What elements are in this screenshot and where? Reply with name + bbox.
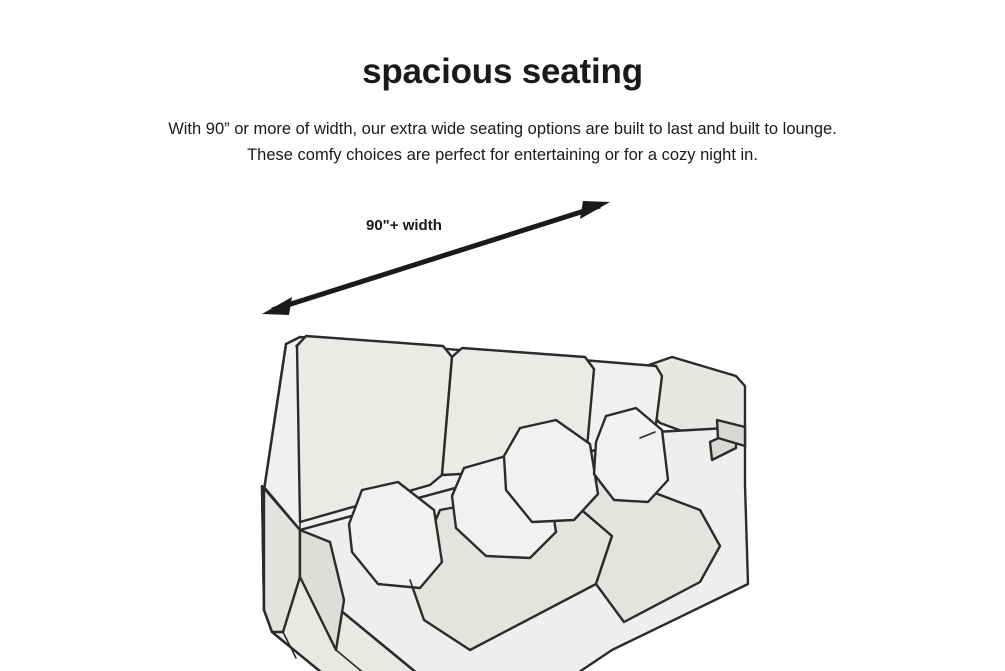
- subcopy-line-2: These comfy choices are perfect for entertaining or for a cozy night in.: [247, 146, 758, 164]
- sofa-line-drawing-svg: [0, 180, 1005, 671]
- dimension-label: 90"+ width: [366, 217, 442, 234]
- page-title: spacious seating: [362, 52, 643, 91]
- sofa-body: [262, 336, 748, 671]
- subcopy-line-1: With 90” or more of width, our extra wide seating options are built to last and built to lounge.: [168, 120, 837, 138]
- page-subcopy: [0, 116, 1005, 168]
- sofa-illustration: [0, 180, 1005, 671]
- width-arrow-icon: [262, 201, 610, 315]
